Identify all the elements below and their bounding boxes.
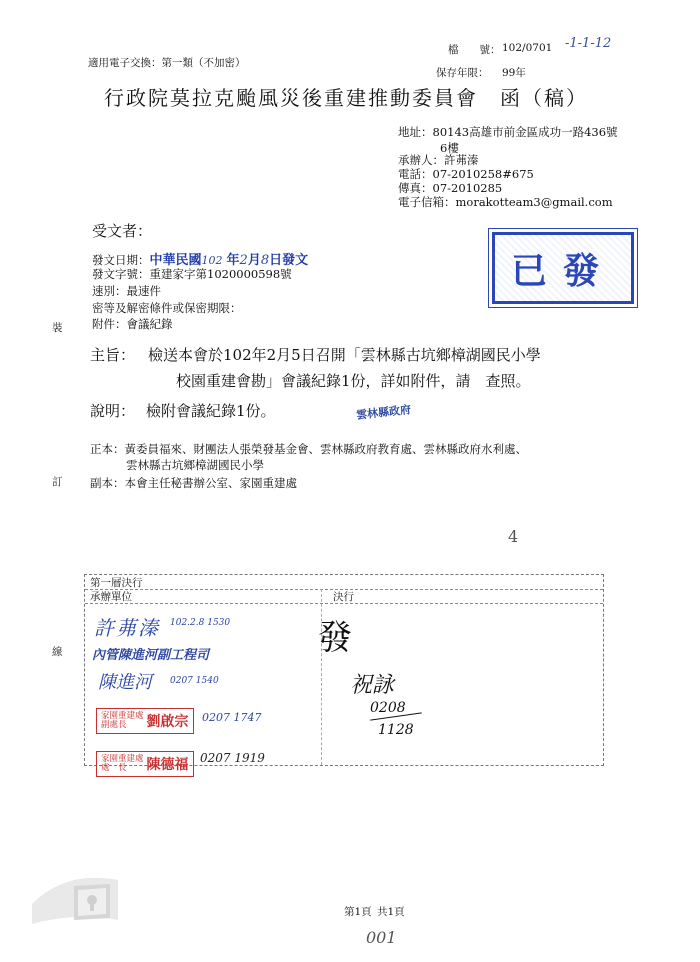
subject-line-2: 校園重建會勘」會議紀錄1份，詳如附件，請 查照。 (176, 372, 531, 390)
handler-signature: 許茀溱 (94, 616, 160, 640)
margin-mark-bind: 裝 (52, 322, 63, 334)
exchange-type: 適用電子交換：第一類（不加密） (88, 57, 246, 69)
issue-date-stamp: 中華民國 (149, 253, 202, 268)
handler-signature-date: 102.2.8 1530 (170, 618, 231, 628)
subject-line-1: 檢送本會於102年2月5日召開「雲林縣古坑鄉樟湖國民小學 (148, 346, 541, 364)
reviewer-signature: 陳進河 (98, 672, 152, 693)
deputy-seal-date: 0207 1747 (202, 711, 262, 724)
speed: 速別：最速件 (92, 284, 161, 298)
approval-unit-header: 承辦單位 (90, 591, 132, 603)
document-number: 發文字號：重建家字第1020000598號 (92, 267, 292, 281)
deputy-seal-unit-b: 副處長 (101, 720, 127, 730)
approver-signature: 祝詠 (350, 673, 395, 698)
deputy-seal-unit-a: 家園重建處 (101, 710, 144, 721)
reviewer-signature-date: 0207 1540 (170, 676, 219, 686)
deputy-director-seal (96, 708, 194, 734)
approval-row-layer (85, 575, 603, 590)
cc-main-line2: 雲林縣古坑鄉樟湖國民小學 (126, 458, 264, 472)
issue-date-month: 2 (239, 253, 248, 268)
issue-date-month-unit: 月 (247, 253, 261, 268)
handwritten-number: 4 (508, 527, 519, 546)
contact-fax: 傳真：07-2010285 (398, 181, 503, 195)
approver-date: 0208 (370, 700, 406, 716)
issue-date-year-unit: 年 (226, 253, 240, 268)
director-seal-date: 0207 1919 (200, 751, 265, 765)
attachment: 附件：會議紀錄 (92, 317, 173, 331)
sent-stamp: 已發 (492, 232, 634, 304)
issue-date-year: 102 (201, 254, 223, 267)
contact-address-line2: 6樓 (440, 141, 459, 155)
page-number: 第1頁 (344, 906, 372, 918)
deputy-seal-unit (101, 712, 144, 731)
approval-decide-header: 決行 (333, 591, 354, 603)
recipient-label: 受文者： (92, 222, 153, 240)
director-seal-name: 陳德福 (146, 757, 189, 773)
cc-main: 正本：黃委員福來、財團法人張榮發基金會、雲林縣政府教育處、雲林縣政府水利處、 (90, 442, 527, 456)
margin-mark-staple: 訂 (52, 476, 63, 488)
page-total: 共1頁 (377, 906, 405, 918)
handwritten-note: 雲林縣政府 (355, 403, 412, 422)
document-title: 行政院莫拉克颱風災後重建推動委員會 函（稿） (104, 86, 588, 110)
contact-phone: 電話：07-2010258#675 (398, 167, 534, 181)
cc-copy: 副本：本會主任秘書辦公室、家園重建處 (90, 476, 297, 490)
issue-date-day-unit: 日發文 (269, 253, 309, 268)
director-seal-unit-b: 處 長 (101, 763, 127, 773)
director-seal (96, 751, 194, 777)
file-number-label: 檔 號： (448, 44, 501, 56)
director-seal-unit-a: 家園重建處 (101, 753, 144, 764)
retention-value: 99年 (502, 67, 526, 79)
retention-label: 保存年限： (436, 67, 489, 79)
handwritten-page-mark: 001 (366, 928, 397, 947)
issue-date-day: 8 (260, 253, 270, 268)
director-seal-unit (101, 755, 144, 774)
file-number: 102/0701 (502, 42, 553, 54)
approval-layer: 第一層決行 (90, 577, 143, 589)
file-number-handwritten: -1-1-12 (565, 36, 612, 51)
contact-email: 電子信箱：morakotteam3@gmail.com (398, 195, 613, 209)
reviewer-title: 內管陳進河副工程司 (92, 648, 210, 663)
contact-address: 地址：80143高雄市前金區成功一路436號 (398, 125, 618, 139)
archive-logo-icon (26, 864, 122, 930)
approval-mark: 發 (318, 618, 352, 658)
margin-mark-line: 線 (52, 646, 63, 658)
contact-handler: 承辦人：許茀溱 (398, 153, 479, 167)
description-text: 檢附會議紀錄1份。 (146, 402, 276, 420)
issue-date-label: 發文日期： (92, 253, 150, 267)
approver-time: 1128 (378, 722, 414, 738)
deputy-seal-name: 劉啟宗 (146, 714, 189, 730)
secrecy: 密等及解密條件或保密期限： (92, 301, 242, 315)
subject-label: 主旨： (90, 346, 136, 364)
description-label: 說明： (90, 402, 136, 420)
